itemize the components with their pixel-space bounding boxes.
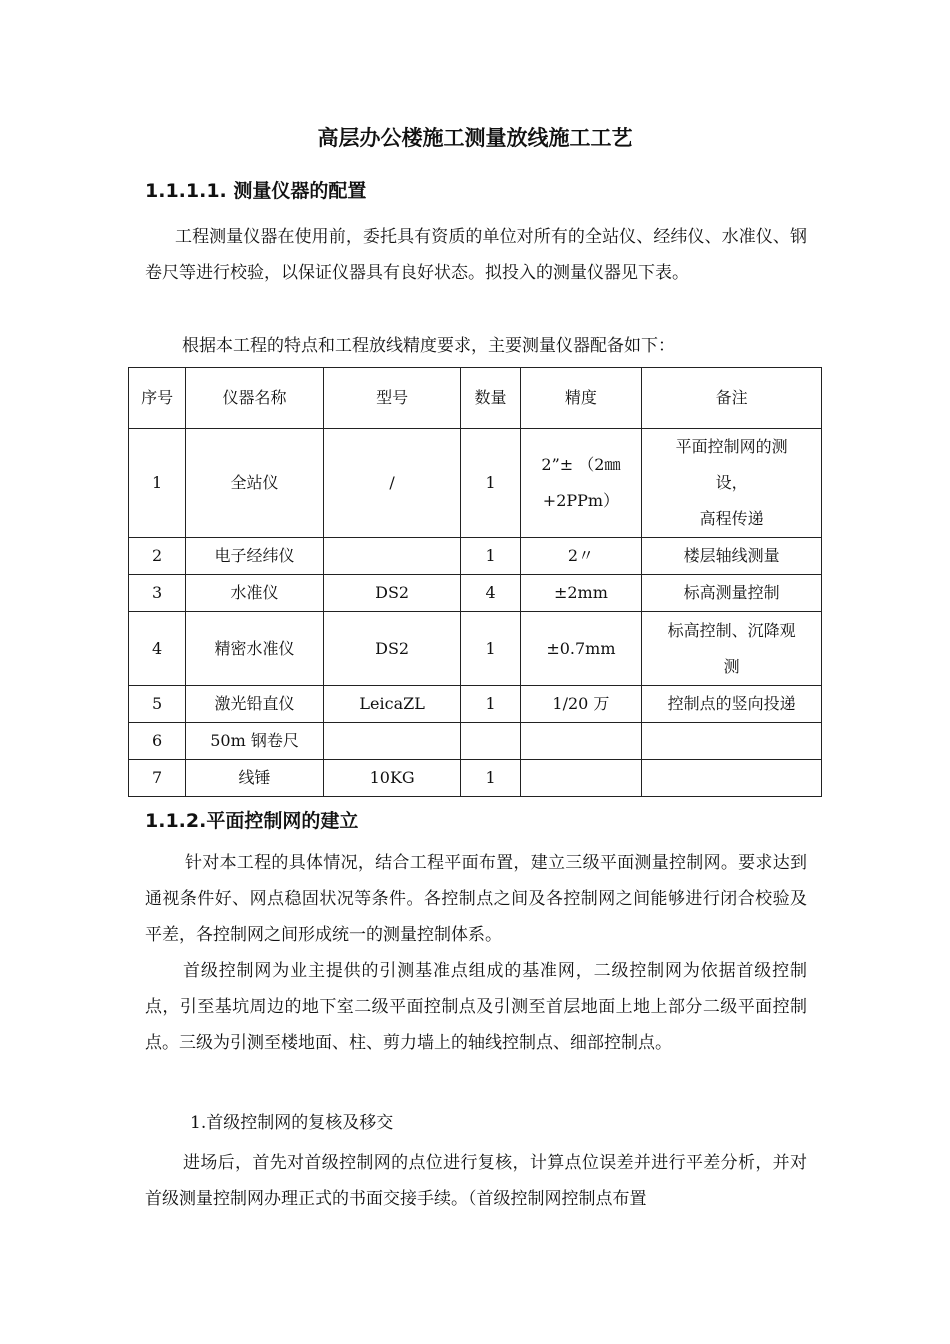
cell-name: 电子经纬仪 <box>186 538 324 575</box>
table-row <box>129 538 822 575</box>
header-no: 序号 <box>129 368 186 429</box>
cell-qty <box>461 723 520 760</box>
cell-name: 水准仪 <box>186 575 324 612</box>
note-line-1: 平面控制网的测 <box>675 437 788 456</box>
cell-model <box>323 723 461 760</box>
cell-note <box>642 760 822 797</box>
cell-note: 控制点的竖向投递 <box>642 686 822 723</box>
cell-name: 激光铅直仪 <box>186 686 324 723</box>
header-qty: 数量 <box>461 368 520 429</box>
cell-no: 1 <box>129 429 186 538</box>
cell-precision: ±2mm <box>520 575 642 612</box>
cell-precision: ±0.7mm <box>520 612 642 686</box>
cell-no: 3 <box>129 575 186 612</box>
header-name: 仪器名称 <box>186 368 324 429</box>
table-row <box>129 723 822 760</box>
paragraph-first-level-review: 进场后，首先对首级控制网的点位进行复核，计算点位误差并进行平差分析，并对首级测量控制网办理正式的书面交接手续。（首级控制网控制点布置 <box>145 1153 807 1209</box>
cell-model: / <box>323 429 461 538</box>
cell-name: 50m 钢卷尺 <box>186 723 324 760</box>
cell-model: LeicaZL <box>323 686 461 723</box>
cell-no: 4 <box>129 612 186 686</box>
note-line-2: 测 <box>723 656 740 676</box>
paragraph-instrument-intro: 根据本工程的特点和工程放线精度要求，主要测量仪器配备如下： <box>182 336 675 356</box>
table-row <box>129 575 822 612</box>
cell-precision: 2〃 <box>520 538 642 575</box>
table-row <box>129 760 822 797</box>
cell-model: DS2 <box>323 612 461 686</box>
cell-note: 楼层轴线测量 <box>642 538 822 575</box>
cell-no: 6 <box>129 723 186 760</box>
cell-model: DS2 <box>323 575 461 612</box>
cell-no: 5 <box>129 686 186 723</box>
header-model: 型号 <box>323 368 461 429</box>
cell-qty: 1 <box>461 538 520 575</box>
cell-note <box>642 612 822 686</box>
cell-note <box>642 429 822 538</box>
table-row <box>129 429 822 538</box>
cell-note: 标高测量控制 <box>642 575 822 612</box>
cell-qty: 4 <box>461 575 520 612</box>
cell-name: 全站仪 <box>186 429 324 538</box>
paragraph-instrument-calibration: 工程测量仪器在使用前，委托具有资质的单位对所有的全站仪、经纬仪、水准仪、钢卷尺等进行校验，以保证仪器具有良好状态。拟投入的测量仪器见下表。 <box>145 227 807 283</box>
cell-qty: 1 <box>461 686 520 723</box>
cell-precision <box>520 429 642 538</box>
header-note: 备注 <box>642 368 822 429</box>
list-item-first-level-review: 1.首级控制网的复核及移交 <box>190 1113 394 1133</box>
note-line-3: 高程传递 <box>699 509 764 528</box>
header-precision: 精度 <box>520 368 642 429</box>
cell-note <box>642 723 822 760</box>
cell-name: 精密水准仪 <box>186 612 324 686</box>
cell-model <box>323 538 461 575</box>
table-row <box>129 612 822 686</box>
cell-model: 10KG <box>323 760 461 797</box>
note-line-1: 标高控制、沉降观 <box>667 620 796 640</box>
cell-name: 线锤 <box>186 760 324 797</box>
table-header-row <box>129 368 822 429</box>
precision-line-1: 2”± （2㎜ <box>541 455 621 474</box>
cell-no: 7 <box>129 760 186 797</box>
paragraph-control-network-levels: 首级控制网为业主提供的引测基准点组成的基准网，二级控制网为依据首级控制点，引至基坑周边的地下室二级平面控制点及引测至首层地面上地上部分二级平面控制点。三级为引测至楼地面、柱、剪力墙上的轴线控制点、细部控制点。 <box>145 961 807 1053</box>
paragraph-control-network-overview: 针对本工程的具体情况，结合工程平面布置，建立三级平面测量控制网。要求达到通视条件好、网点稳固状况等条件。各控制点之间及各控制网之间能够进行闭合校验及平差，各控制网之间形成统一的测量控制体系。 <box>145 853 807 945</box>
cell-no: 2 <box>129 538 186 575</box>
instrument-table <box>128 367 822 797</box>
section-heading-control-network: 1.1.2.平面控制网的建立 <box>145 810 359 832</box>
note-line-2: 设， <box>715 473 748 492</box>
cell-precision: 1/20 万 <box>520 686 642 723</box>
table-row <box>129 686 822 723</box>
document-title: 高层办公楼施工测量放线施工工艺 <box>317 126 633 150</box>
section-heading-instruments: 1.1.1.1. 测量仪器的配置 <box>145 180 367 202</box>
cell-precision <box>520 760 642 797</box>
cell-precision <box>520 723 642 760</box>
precision-line-2: +2PPm） <box>542 491 620 510</box>
cell-qty: 1 <box>461 429 520 538</box>
cell-qty: 1 <box>461 612 520 686</box>
cell-qty: 1 <box>461 760 520 797</box>
